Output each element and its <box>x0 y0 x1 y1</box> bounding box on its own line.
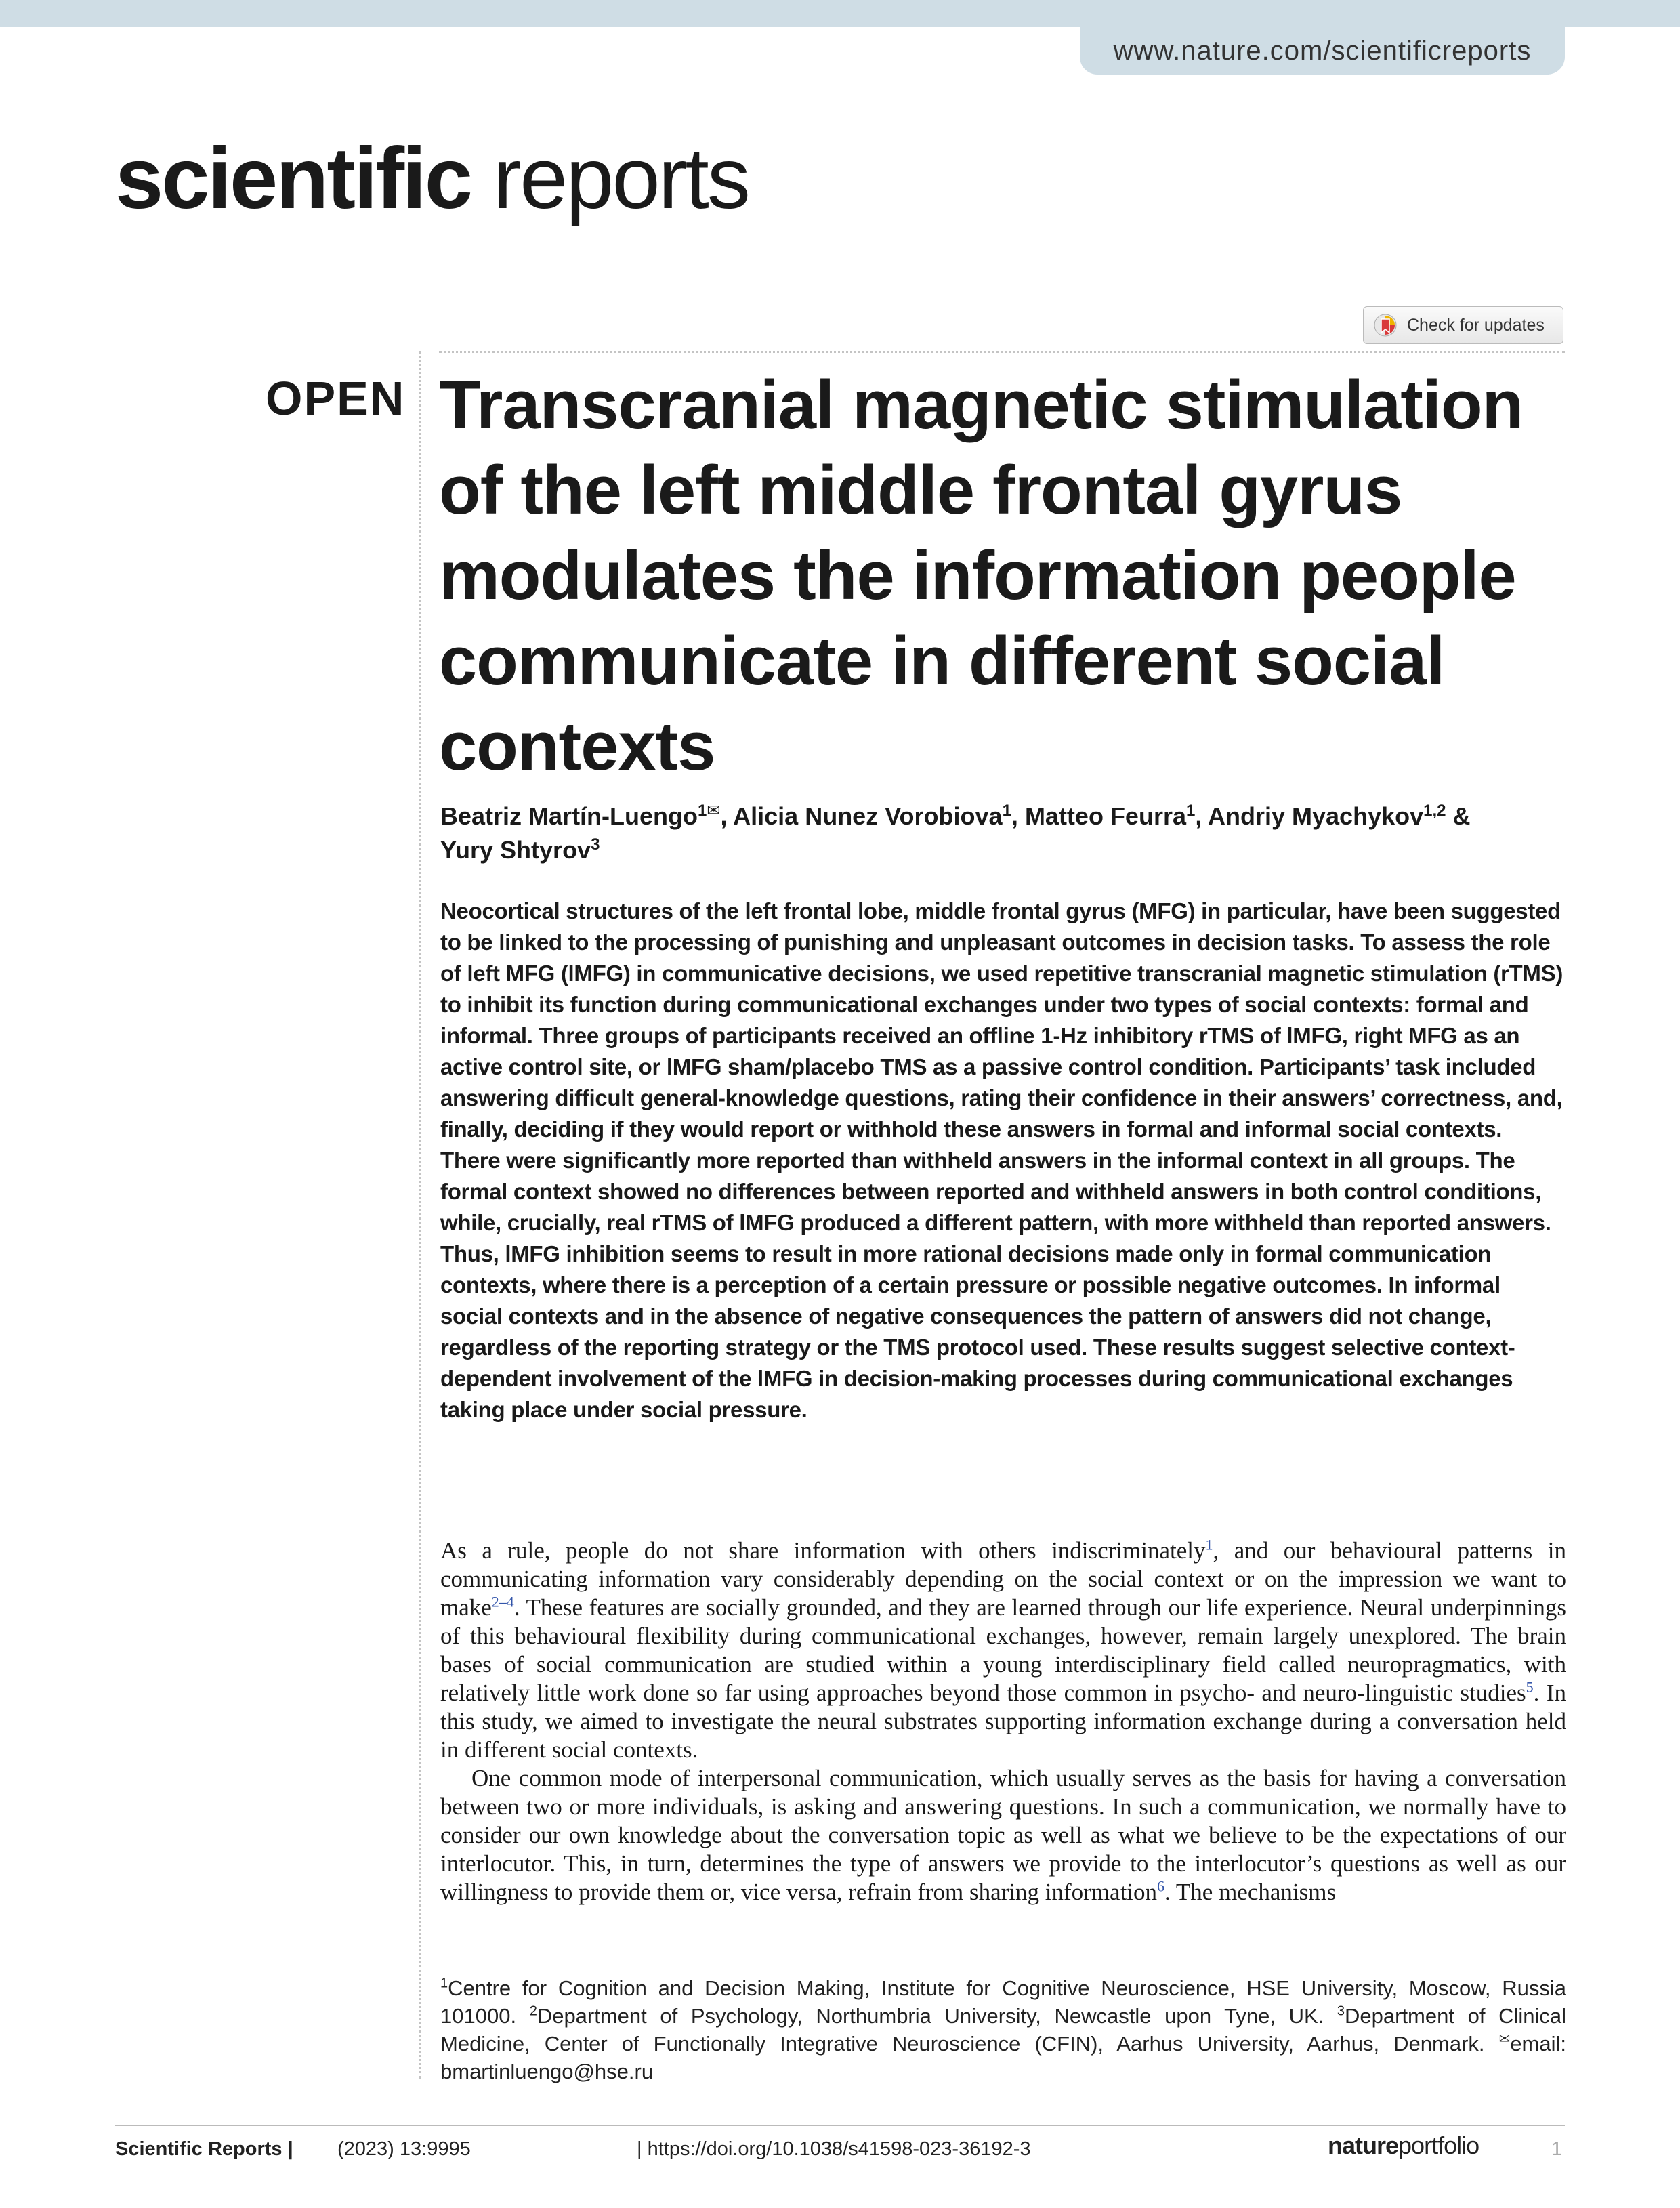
author-affil-ref: 1 <box>1002 801 1011 820</box>
affiliation-marker: 3 <box>1337 2003 1345 2019</box>
author-name: Andriy Myachykov <box>1208 802 1424 830</box>
author-name: Alicia Nunez Vorobiova <box>733 802 1003 830</box>
abstract: Neocortical structures of the left frontal lobe, middle frontal gyrus (MFG) in particular, have been suggested to be linked to the processing of punishing and unpleasant outcomes in decision tasks. To assess the role of left MFG (lMFG) in communicative decisions, we used repetitive transcranial magnetic stimulation (rTMS) to inhibit its function during communicational exchanges under two types of social contexts: formal and informal. Three groups of participants received an offline 1-Hz inhibitory rTMS of lMFG, right MFG as an active control site, or lMFG sham/placebo TMS as a passive control condition. Participants’ task included answering difficult general-knowledge questions, rating their confidence in their answers’ correctness, and, finally, deciding if they would report or withhold these answers in formal and informal social contexts. There were significantly more reported than withheld answers in the informal context in all groups. The formal context showed no differences between reported and withheld answers in both control conditions, while, crucially, real rTMS of lMFG produced a different pattern, with more withheld than reported answers. Thus, lMFG inhibition seems to result in more rational decisions made only in formal communication contexts, where there is a perception of a certain pressure or possible negative outcomes. In informal social contexts and in the absence of negative consequences the pattern of answers did not change, regardless of the reporting strategy or the TMS protocol used. These results suggest selective context-dependent involvement of the lMFG in decision-making processes during communicational exchanges taking place under social pressure. <box>440 898 1563 1422</box>
author-name: Yury Shtyrov <box>440 836 591 864</box>
citation-ref[interactable]: 5 <box>1526 1678 1534 1696</box>
author-affil-ref: 1 <box>698 801 707 820</box>
crossmark-icon <box>1373 313 1398 337</box>
header-dotted-rule <box>439 351 1565 353</box>
body-text <box>440 1537 1566 1907</box>
affiliation-text: Centre for Cognition and Decision Making, Institute for Cognitive Neuroscience, HSE University, Moscow, Russia 101000. <box>440 1976 1566 2028</box>
masthead-light: reports <box>470 130 749 227</box>
citation-ref[interactable]: 1 <box>1205 1536 1213 1554</box>
author-affil-ref: 1,2 <box>1423 801 1446 820</box>
affiliation-marker: ✉ <box>1498 2031 1511 2047</box>
margin-dotted-rule <box>419 351 421 2079</box>
body-paragraph-1: As a rule, people do not share information with others indiscriminately$^1$, and our behavioural patterns in communicating information vary considerably depending on the social context or on the impression we want to make$^{2-4}$. These features are socially grounded, and they are learned through our life experience. Neural underpinnings of this behavioural flexibility during communicational exchanges, however, remain largely unexplored. The brain bases of social communication are studied within a young interdisciplinary field called neuropragmatics, with relatively little work done so far using approaches beyond those common in psycho- and neuro-linguistic studies$^5$. In this study, we aimed to investigate the neural substrates supporting information exchange during a conversation held in different social contexts. <box>440 1536 1566 1763</box>
footer-year-volume: (2023) 13:9995 <box>337 2138 471 2160</box>
affiliation-text: Department of Psychology, Northumbria University, Newcastle upon Tyne, UK. <box>537 2004 1337 2028</box>
publisher-light: portfolio <box>1398 2131 1479 2159</box>
nature-portfolio-logo <box>1328 2131 1479 2160</box>
journal-masthead <box>115 130 749 227</box>
publisher-bold: nature <box>1328 2131 1399 2159</box>
citation-ref[interactable]: 2–4 <box>491 1593 514 1610</box>
citation-ref[interactable]: 6 <box>1157 1877 1165 1895</box>
affiliations <box>440 1974 1566 2085</box>
footer-rule <box>115 2125 1565 2126</box>
article-title: Transcranial magnetic stimulation of the left middle frontal gyrus modulates the information people communicate in different social contexts <box>439 367 1524 785</box>
author-affil-ref: 3 <box>591 835 600 854</box>
page-number: 1 <box>1551 2138 1563 2160</box>
affiliation-marker: 1 <box>440 1976 448 1991</box>
corresponding-mail-icon[interactable]: ✉ <box>707 801 721 820</box>
affiliation-text: Department of Clinical Medicine, Center of Functionally Integrative Neuroscience (CFIN), Aarhus University, Aarhus, Denmark. <box>440 2004 1566 2056</box>
author-list: Beatriz Martín-Luengo$^{1✉}$, Alicia Nunez Vorobiova$^1$, Matteo Feurra$^1$, Andriy Myachykov$^{1,2}$ & Yury Shtyrov$^3$ <box>440 801 1471 864</box>
open-access-label: OPEN <box>266 372 406 425</box>
top-band <box>0 0 1680 27</box>
masthead-bold: scientific <box>115 130 471 227</box>
author-affil-ref: 1 <box>1185 801 1196 820</box>
check-for-updates-button[interactable] <box>1363 306 1563 344</box>
affiliation-text: email: bmartinluengo@hse.ru <box>440 2032 1566 2083</box>
footer-doi-link[interactable]: | https://doi.org/10.1038/s41598-023-36192-3 <box>637 2138 1031 2160</box>
journal-url[interactable]: www.nature.com/scientificreports <box>1080 27 1565 75</box>
author-name: Matteo Feurra <box>1024 802 1186 830</box>
check-updates-label: Check for updates <box>1407 315 1545 335</box>
footer-journal: Scientific Reports | <box>115 2138 293 2160</box>
author-name: Beatriz Martín-Luengo <box>440 802 698 830</box>
affiliation-marker: 2 <box>529 2003 537 2019</box>
body-paragraph-2: One common mode of interpersonal communication, which usually serves as the basis for having a conversation between two or more individuals, is asking and answering questions. In such a communication, we normally have to consider our own knowledge about the conversation topic as well as what we believe to be the expectations of our interlocutor. This, in turn, determines the type of answers we provide to the interlocutor’s questions as well as our willingness to provide them or, vice versa, refrain from sharing information$^6$. The mechanisms <box>440 1765 1566 1905</box>
